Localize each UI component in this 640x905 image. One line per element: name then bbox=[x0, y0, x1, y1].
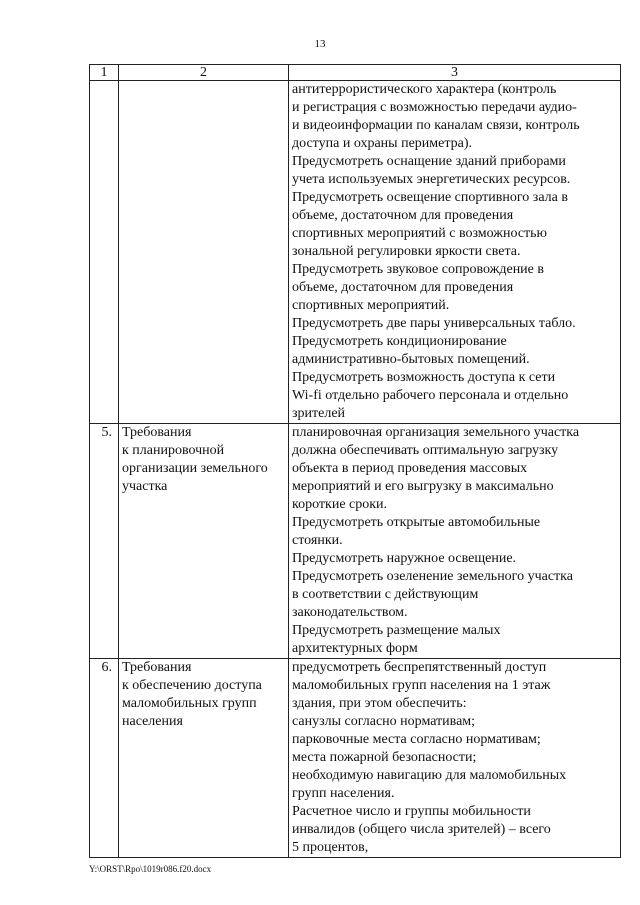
title-line: организации земельного bbox=[122, 461, 268, 476]
text-line: Wi-fi отдельно рабочего персонала и отдельно bbox=[292, 388, 569, 403]
text-line: учета используемых энергетических ресурсов. bbox=[292, 172, 571, 187]
text-line: Предусмотреть открытые автомобильные bbox=[292, 515, 541, 530]
text-line: Предусмотреть размещение малых bbox=[292, 623, 501, 638]
column-header-3: 3 bbox=[289, 65, 621, 81]
text-line: санузлы согласно нормативам; bbox=[292, 714, 476, 729]
text-line: короткие сроки. bbox=[292, 497, 388, 512]
title-line: к планировочной bbox=[122, 443, 225, 458]
text-line: архитектурных форм bbox=[292, 641, 418, 656]
text-line: объекта в период проведения массовых bbox=[292, 461, 528, 476]
text-line: законодательством. bbox=[292, 605, 408, 620]
text-line: Предусмотреть две пары универсальных табло. bbox=[292, 316, 576, 331]
table-row bbox=[90, 424, 621, 659]
requirement-title bbox=[119, 424, 289, 659]
requirement-text bbox=[289, 81, 621, 424]
text-line: предусмотреть беспрепятственный доступ bbox=[292, 660, 547, 675]
text-line: Предусмотреть озеленение земельного участка bbox=[292, 569, 573, 584]
table-header-row bbox=[90, 65, 621, 81]
text-line: инвалидов (общего числа зрителей) – всего bbox=[292, 822, 551, 837]
item-number: 5. bbox=[90, 424, 119, 659]
requirement-text bbox=[289, 659, 621, 858]
requirement-text bbox=[289, 424, 621, 659]
text-line: 5 процентов, bbox=[292, 840, 369, 855]
text-line: в соответствии с действующим bbox=[292, 587, 479, 602]
title-line: к обеспечению доступа bbox=[122, 678, 262, 693]
title-line: маломобильных групп bbox=[122, 696, 257, 711]
footer-file-path: Y:\ORST\Rpo\1019r086.f20.docx bbox=[89, 864, 212, 874]
text-line: антитеррористического характера (контроль bbox=[292, 82, 557, 97]
text-line: доступа и охраны периметра). bbox=[292, 136, 473, 151]
text-line: Предусмотреть возможность доступа к сети bbox=[292, 370, 556, 385]
text-line: групп населения. bbox=[292, 786, 395, 801]
text-line: маломобильных групп населения на 1 этаж bbox=[292, 678, 551, 693]
text-line: необходимую навигацию для маломобильных bbox=[292, 768, 567, 783]
text-line: объеме, достаточном для проведения bbox=[292, 280, 514, 295]
text-line: планировочная организация земельного участка bbox=[292, 425, 580, 440]
table-row bbox=[90, 659, 621, 858]
title-line: участка bbox=[122, 479, 168, 494]
text-line: стоянки. bbox=[292, 533, 343, 548]
text-line: места пожарной безопасности; bbox=[292, 750, 477, 765]
column-header-2: 2 bbox=[119, 65, 289, 81]
item-number: 6. bbox=[90, 659, 119, 858]
title-line: населения bbox=[122, 714, 183, 729]
page-number: 13 bbox=[314, 38, 326, 50]
text-line: Расчетное число и группы мобильности bbox=[292, 804, 531, 819]
text-line: Предусмотреть освещение спортивного зала в bbox=[292, 190, 568, 205]
text-line: мероприятий и его выгрузку в максимально bbox=[292, 479, 554, 494]
text-line: и видеоинформации по каналам связи, контроль bbox=[292, 118, 580, 133]
text-line: Предусмотреть оснащение зданий приборами bbox=[292, 154, 566, 169]
item-number bbox=[90, 81, 119, 424]
text-line: Предусмотреть звуковое сопровождение в bbox=[292, 262, 544, 277]
text-line: спортивных мероприятий с возможностью bbox=[292, 226, 548, 241]
text-line: здания, при этом обеспечить: bbox=[292, 696, 467, 711]
column-header-1: 1 bbox=[90, 65, 119, 81]
text-line: и регистрация с возможностью передачи аудио- bbox=[292, 100, 577, 115]
requirements-table bbox=[89, 64, 621, 858]
text-line: зрителей bbox=[292, 406, 346, 421]
requirement-title bbox=[119, 81, 289, 424]
title-line: Требования bbox=[122, 425, 192, 440]
text-line: Предусмотреть наружное освещение. bbox=[292, 551, 517, 566]
text-line: Предусмотреть кондиционирование bbox=[292, 334, 507, 349]
text-line: спортивных мероприятий. bbox=[292, 298, 450, 313]
requirement-title bbox=[119, 659, 289, 858]
text-line: парковочные места согласно нормативам; bbox=[292, 732, 541, 747]
text-line: зональной регулировки яркости света. bbox=[292, 244, 521, 259]
table-row bbox=[90, 81, 621, 424]
text-line: должна обеспечивать оптимальную загрузку bbox=[292, 443, 559, 458]
text-line: объеме, достаточном для проведения bbox=[292, 208, 514, 223]
text-line: административно-бытовых помещений. bbox=[292, 352, 530, 367]
title-line: Требования bbox=[122, 660, 192, 675]
